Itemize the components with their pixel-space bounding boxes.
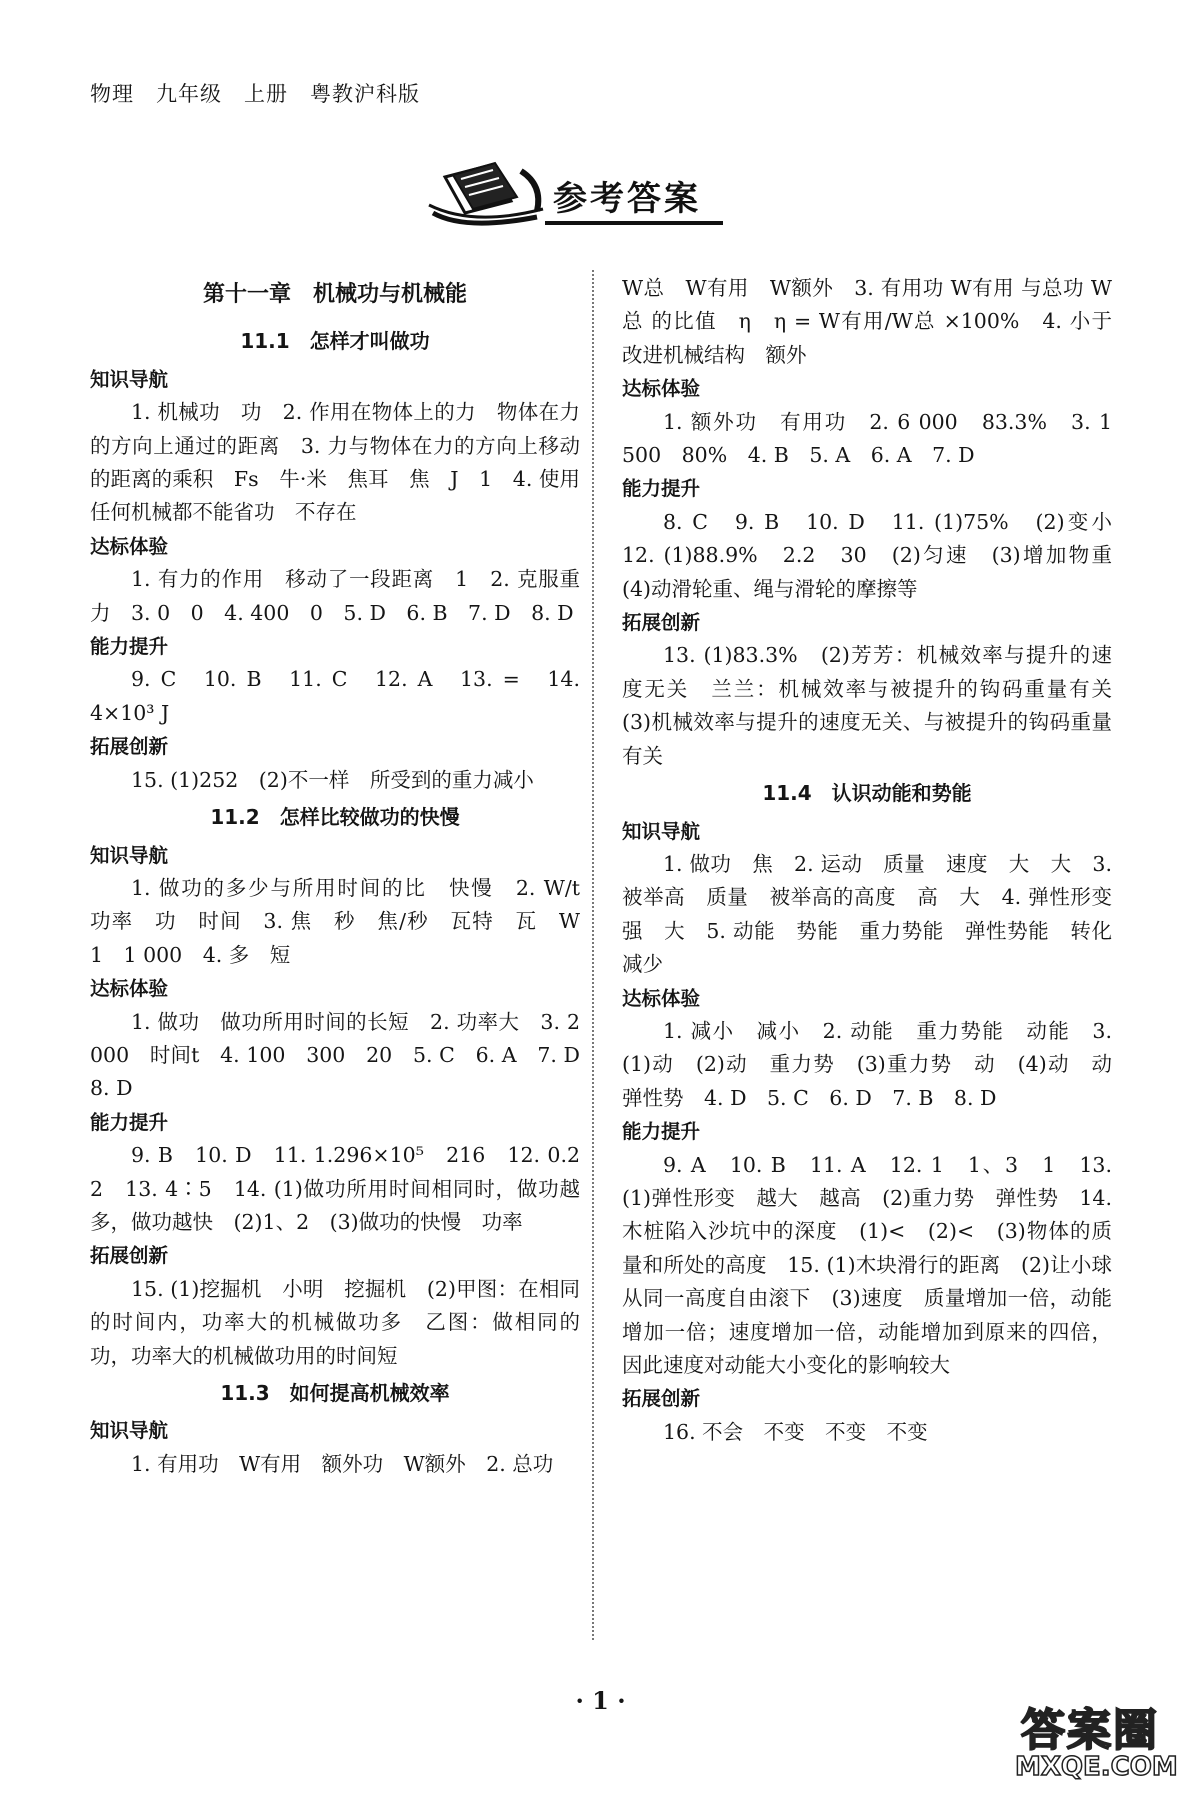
answer-paragraph: 1. 做功的多少与所用时间的比 快慢 2. W/t 功率 功 时间 3. 焦 秒 焦/秒 瓦特 瓦 W 1 1 000 4. 多 短 bbox=[90, 875, 601, 967]
watermark-logo bbox=[1015, 1694, 1178, 1786]
section-title: 11.4 认识动能和势能 bbox=[762, 781, 972, 806]
subsection-heading: 能力提升 bbox=[622, 477, 701, 501]
subsection-heading: 拓展创新 bbox=[90, 1244, 169, 1268]
right-answer-column bbox=[622, 272, 1133, 1449]
answer-paragraph: 13. (1)83.3% (2)芳芳：机械效率与提升的速度无关 兰兰：机械效率与被提升的钩码重量有关 (3)机械效率与提升的速度无关、与被提升的钩码重量有关 bbox=[622, 643, 1133, 768]
subsection-heading: 知识导航 bbox=[90, 1419, 169, 1443]
watermark-brand: 答案圈 bbox=[1021, 1705, 1159, 1756]
page-number: · 1 · bbox=[575, 1686, 626, 1715]
answer-paragraph: 1. 有用功 W有用 额外功 W额外 2. 总功 bbox=[131, 1451, 554, 1476]
answer-title-banner bbox=[425, 155, 725, 235]
answer-paragraph: 15. (1)挖掘机 小明 挖掘机 (2)甲图：在相同的时间内，功率大的机械做功多 乙图：做相同的功，功率大的机械做功用的时间短 bbox=[90, 1276, 580, 1368]
answer-paragraph: 9. A 10. B 11. A 12. 1 1、3 1 13. (1)弹性形变 越大 越高 (2)重力势 弹性势 14. 木桩陷入沙坑中的深度 (1)< (2)< (3)物体的质量和所处的高度 15. (1)木块滑行的距离 (2)让小球从同一高度自由滚下 (3)速度 质量增加一倍，动能增加一倍；速度增加一倍，动能增加到原来的四倍，因此速度对动能大小变化的影响较大 bbox=[622, 1152, 1112, 1377]
answer-paragraph: 9. C 10. B 11. C 12. A 13. = 14. 4×10³ J bbox=[90, 667, 580, 725]
section-title: 11.1 怎样才叫做功 bbox=[240, 329, 430, 354]
subsection-heading: 拓展创新 bbox=[622, 1387, 701, 1411]
book-header: 物理 九年级 上册 粤教沪科版 bbox=[90, 82, 420, 106]
section-title: 11.2 怎样比较做功的快慢 bbox=[210, 805, 460, 830]
subsection-heading: 知识导航 bbox=[90, 843, 169, 867]
answer-paragraph: 16. 不会 不变 不变 不变 bbox=[663, 1419, 928, 1444]
title-underline bbox=[545, 221, 723, 225]
subsection-heading: 拓展创新 bbox=[90, 735, 169, 759]
answer-paragraph: 1. 有力的作用 移动了一段距离 1 2. 克服重力 3. 0 0 4. 400 0 5. D 6. B 7. D 8. D bbox=[90, 567, 580, 625]
subsection-heading: 能力提升 bbox=[90, 635, 169, 659]
answer-paragraph: 1. 减小 减小 2. 动能 重力势能 动能 3. (1)动 (2)动 重力势 (3)重力势 动 (4)动 动 弹性势 4. D 5. C 6. D 7. B 8. D bbox=[622, 1018, 1133, 1110]
answer-paragraph: 15. (1)252 (2)不一样 所受到的重力减小 bbox=[131, 767, 534, 792]
answer-paragraph: 1. 额外功 有用功 2. 6 000 83.3% 3. 1 500 80% 4. B 5. A 6. A 7. D bbox=[622, 409, 1112, 468]
subsection-heading: 能力提升 bbox=[90, 1110, 169, 1134]
subsection-heading: 能力提升 bbox=[622, 1120, 701, 1144]
chapter-title: 第十一章 机械功与机械能 bbox=[202, 282, 467, 307]
subsection-heading: 达标体验 bbox=[622, 986, 701, 1010]
answer-paragraph: W总 W有用 W额外 3. 有用功 W有用 与总功 W总 的比值 η η = W有用/W总 ×100% 4. 小于 改进机械结构 额外 bbox=[622, 276, 1133, 367]
book-logo-icon bbox=[425, 155, 555, 235]
subsection-heading: 知识导航 bbox=[90, 367, 169, 391]
answer-paragraph: 8. C 9. B 10. D 11. (1)75% (2)变小 12. (1)88.9% 2.2 30 (2)匀速 (3)增加物重 (4)动滑轮重、绳与滑轮的摩擦等 bbox=[622, 509, 1133, 601]
answer-paragraph: 1. 做功 做功所用时间的长短 2. 功率大 3. 2 000 时间t 4. 100 300 20 5. C 6. A 7. D 8. D bbox=[90, 1009, 601, 1101]
watermark-url: MXQE.COM bbox=[1015, 1752, 1178, 1782]
subsection-heading: 达标体验 bbox=[622, 377, 701, 401]
answer-paragraph: 9. B 10. D 11. 1.296×10⁵ 216 12. 0.2 2 13. 4∶5 14. (1)做功所用时间相同时，做功越多，做功越快 (2)1、2 (3)做功的快慢 功率 bbox=[90, 1143, 601, 1234]
answer-paragraph: 1. 机械功 功 2. 作用在物体上的力 物体在力的方向上通过的距离 3. 力与物体在力的方向上移动的距离的乘积 Fs 牛·米 焦耳 焦 J 1 4. 使用任何机械都不能省功 不存在 bbox=[90, 400, 580, 525]
subsection-heading: 达标体验 bbox=[90, 534, 169, 558]
answer-paragraph: 1. 做功 焦 2. 运动 质量 速度 大 大 3. 被举高 质量 被举高的高度 高 大 4. 弹性形变 强 大 5. 动能 势能 重力势能 弹性势能 转化 减少 bbox=[622, 851, 1133, 977]
subsection-heading: 拓展创新 bbox=[622, 611, 701, 635]
column-divider bbox=[592, 270, 594, 1640]
subsection-heading: 知识导航 bbox=[622, 819, 701, 843]
left-answer-column bbox=[90, 272, 601, 1481]
answer-title: 参考答案 bbox=[553, 179, 701, 219]
section-title: 11.3 如何提高机械效率 bbox=[220, 1381, 450, 1405]
subsection-heading: 达标体验 bbox=[90, 977, 169, 1001]
